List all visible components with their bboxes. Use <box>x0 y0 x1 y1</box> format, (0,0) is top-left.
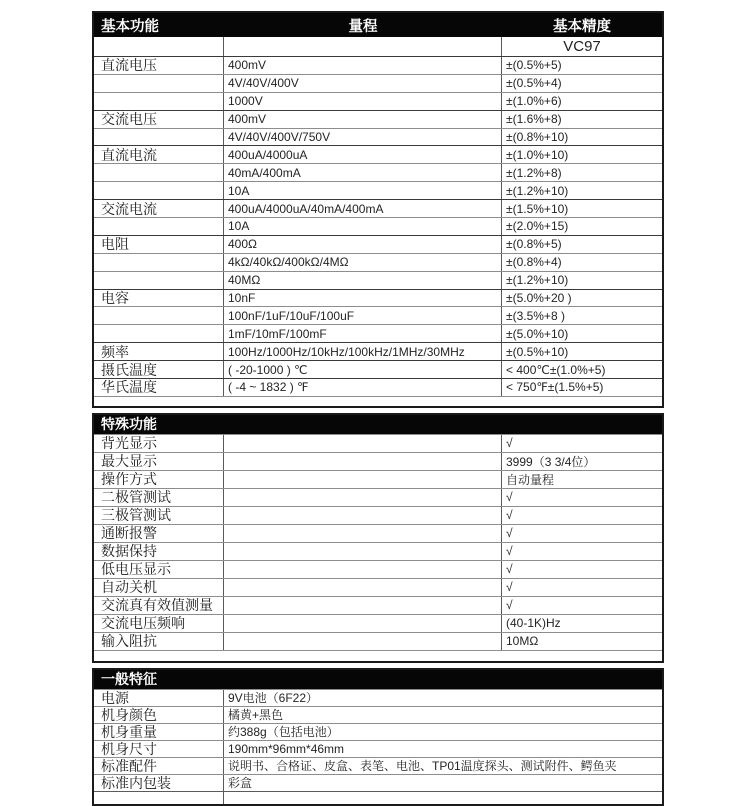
cell-value: √ <box>506 508 513 523</box>
cell-range: 1000V <box>224 93 502 110</box>
cell-range: 400uA/4000uA <box>224 146 502 163</box>
cell-label: 数据保持 <box>94 543 224 560</box>
empty-row <box>94 396 662 406</box>
table-row <box>94 470 662 488</box>
special-functions-rows <box>94 434 662 650</box>
cell-range: 100nF/1uF/10uF/100uF <box>224 307 502 324</box>
cell-range: 4V/40V/400V/750V <box>224 129 502 146</box>
cell-label: 机身颜色 <box>94 707 224 723</box>
cell-value: √ <box>506 598 513 613</box>
model-row <box>94 37 662 56</box>
table-row <box>94 774 662 791</box>
cell-mid <box>224 543 502 560</box>
cell-mid <box>224 489 502 506</box>
cell-acc: ±(5.0%+10) <box>506 326 569 341</box>
table-row <box>94 488 662 506</box>
cell-value: √ <box>506 580 513 595</box>
cell-acc: ±(0.5%+4) <box>506 76 562 91</box>
cell-func <box>94 129 224 146</box>
cell-label: 机身尺寸 <box>94 741 224 757</box>
cell-acc: < 400℃±(1.0%+5) <box>506 362 606 377</box>
cell-range: ( -20-1000 ) ℃ <box>224 361 502 378</box>
cell-value: √ <box>506 490 513 505</box>
cell-acc: ±(0.5%+5) <box>506 58 562 73</box>
cell-range: ( -4 ~ 1832 ) ℉ <box>224 379 502 396</box>
cell-func: 电容 <box>94 290 224 307</box>
table-row <box>94 740 662 757</box>
table-row <box>94 689 662 706</box>
cell-range: 10A <box>224 182 502 199</box>
cell-empty <box>224 37 502 56</box>
header-basic-function: 基本功能 <box>101 18 159 35</box>
cell-acc: ±(0.8%+10) <box>506 130 569 144</box>
cell-func: 摄氏温度 <box>94 361 224 378</box>
table-row <box>94 74 662 92</box>
cell-mid <box>224 633 502 650</box>
cell-func <box>94 325 224 342</box>
cell-value: 190mm*96mm*46mm <box>228 741 345 756</box>
table-row <box>94 145 662 163</box>
cell-mid <box>224 579 502 596</box>
cell-acc: ±(1.2%+8) <box>506 165 562 180</box>
empty-row <box>94 650 662 661</box>
table-row <box>94 92 662 110</box>
table-row <box>94 163 662 181</box>
cell-range: 4V/40V/400V <box>224 75 502 92</box>
cell-range: 400mV <box>224 57 502 74</box>
table-row <box>94 632 662 650</box>
cell-range: 400mV <box>224 111 502 128</box>
cell-label: 自动关机 <box>94 579 224 596</box>
table-row <box>94 596 662 614</box>
cell-acc: ±(1.0%+6) <box>506 94 562 109</box>
spec-sheet <box>92 11 664 806</box>
cell-mid <box>224 471 502 488</box>
cell-acc: ±(3.5%+8 ) <box>506 308 565 323</box>
cell-range: 40MΩ <box>224 272 502 289</box>
cell-empty <box>224 792 662 804</box>
table-row <box>94 199 662 217</box>
cell-mid <box>224 507 502 524</box>
cell-label: 输入阻抗 <box>94 633 224 650</box>
cell-label: 标准配件 <box>94 758 224 774</box>
cell-func <box>94 164 224 181</box>
cell-empty <box>94 792 224 804</box>
table-row <box>94 706 662 723</box>
cell-value: 10MΩ <box>506 634 539 649</box>
cell-acc: ±(0.5%+10) <box>506 344 569 359</box>
table-row <box>94 306 662 324</box>
cell-func <box>94 272 224 289</box>
cell-label: 操作方式 <box>94 471 224 488</box>
table-row <box>94 271 662 289</box>
cell-label: 三极管测试 <box>94 507 224 524</box>
cell-range: 100Hz/1000Hz/10kHz/100kHz/1MHz/30MHz <box>224 343 502 360</box>
cell-func: 交流电流 <box>94 200 224 217</box>
cell-label: 低电压显示 <box>94 561 224 578</box>
cell-value: √ <box>506 544 513 559</box>
cell-value: 说明书、合格证、皮盒、表笔、电池、TP01温度探头、测试附件、鳄鱼夹 <box>228 759 617 774</box>
table-row <box>94 560 662 578</box>
cell-acc: ±(1.5%+10) <box>506 201 569 216</box>
special-functions-table <box>92 413 664 663</box>
cell-func <box>94 218 224 235</box>
cell-func: 华氏温度 <box>94 379 224 396</box>
basic-spec-table <box>92 11 664 408</box>
table-row <box>94 56 662 74</box>
cell-value: 自动量程 <box>506 472 555 487</box>
cell-value: 彩盒 <box>228 776 253 791</box>
table-row <box>94 324 662 342</box>
cell-mid <box>224 525 502 542</box>
cell-range: 10nF <box>224 290 502 307</box>
table-row <box>94 578 662 596</box>
table-row <box>94 542 662 560</box>
cell-label: 电源 <box>94 690 224 706</box>
table-row <box>94 757 662 774</box>
basic-spec-rows <box>94 56 662 396</box>
cell-value: 约388g（包括电池） <box>228 725 339 740</box>
header-range: 量程 <box>348 18 378 35</box>
table-row <box>94 110 662 128</box>
cell-label: 通断报警 <box>94 525 224 542</box>
cell-value: √ <box>506 436 513 451</box>
model-name: VC97 <box>563 38 601 55</box>
cell-func: 频率 <box>94 343 224 360</box>
cell-value: 橘黄+黑色 <box>228 708 284 723</box>
cell-acc: ±(1.2%+10) <box>506 183 569 198</box>
cell-empty <box>94 37 224 56</box>
cell-value: 3999（3 3/4位） <box>506 454 596 469</box>
cell-func <box>94 182 224 199</box>
cell-range: 40mA/400mA <box>224 164 502 181</box>
table-row <box>94 506 662 524</box>
cell-label: 最大显示 <box>94 453 224 470</box>
cell-label: 机身重量 <box>94 724 224 740</box>
empty-row-clipped <box>94 791 662 804</box>
cell-value: 9V电池（6F22） <box>228 691 319 706</box>
table-row <box>94 434 662 452</box>
cell-range: 1mF/10mF/100mF <box>224 325 502 342</box>
general-characteristics-rows <box>94 689 662 791</box>
table-row <box>94 253 662 271</box>
cell-acc: ±(5.0%+20 ) <box>506 291 572 306</box>
cell-func: 电阻 <box>94 236 224 253</box>
table-row <box>94 342 662 360</box>
table-row <box>94 181 662 199</box>
cell-acc: ±(0.8%+5) <box>506 237 562 252</box>
cell-range: 4kΩ/40kΩ/400kΩ/4MΩ <box>224 254 502 271</box>
cell-label: 标准内包装 <box>94 775 224 791</box>
cell-label: 交流真有效值测量 <box>94 597 224 614</box>
cell-acc: < 750℉±(1.5%+5) <box>506 380 604 395</box>
general-characteristics-table <box>92 668 664 806</box>
cell-func <box>94 254 224 271</box>
cell-mid <box>224 561 502 578</box>
special-functions-band: 特殊功能 <box>94 415 662 434</box>
general-characteristics-band: 一般特征 <box>94 670 662 689</box>
cell-func: 直流电流 <box>94 146 224 163</box>
cell-acc: ±(1.2%+10) <box>506 273 569 288</box>
table-row <box>94 524 662 542</box>
cell-label: 二极管测试 <box>94 489 224 506</box>
cell-label: 背光显示 <box>94 435 224 452</box>
cell-range: 10A <box>224 218 502 235</box>
cell-func: 直流电压 <box>94 57 224 74</box>
basic-spec-header-band <box>94 13 662 37</box>
table-row <box>94 289 662 307</box>
cell-value: (40-1K)Hz <box>506 616 561 631</box>
table-row <box>94 452 662 470</box>
cell-acc: ±(1.6%+8) <box>506 112 562 127</box>
cell-value: √ <box>506 562 513 577</box>
cell-mid <box>224 435 502 452</box>
cell-mid <box>224 597 502 614</box>
table-row <box>94 128 662 146</box>
cell-acc: ±(0.8%+4) <box>506 255 562 270</box>
cell-acc: ±(1.0%+10) <box>506 147 569 162</box>
cell-mid <box>224 453 502 470</box>
table-row <box>94 235 662 253</box>
table-row <box>94 378 662 396</box>
cell-mid <box>224 615 502 632</box>
cell-func <box>94 93 224 110</box>
cell-range: 400uA/4000uA/40mA/400mA <box>224 200 502 217</box>
cell-label: 交流电压频响 <box>94 615 224 632</box>
cell-acc: ±(2.0%+15) <box>506 219 569 234</box>
table-row <box>94 217 662 235</box>
cell-func: 交流电压 <box>94 111 224 128</box>
cell-value: √ <box>506 526 513 541</box>
cell-range: 400Ω <box>224 236 502 253</box>
table-row <box>94 723 662 740</box>
cell-func <box>94 75 224 92</box>
cell-func <box>94 307 224 324</box>
header-accuracy: 基本精度 <box>553 18 611 35</box>
table-row <box>94 614 662 632</box>
table-row <box>94 360 662 378</box>
